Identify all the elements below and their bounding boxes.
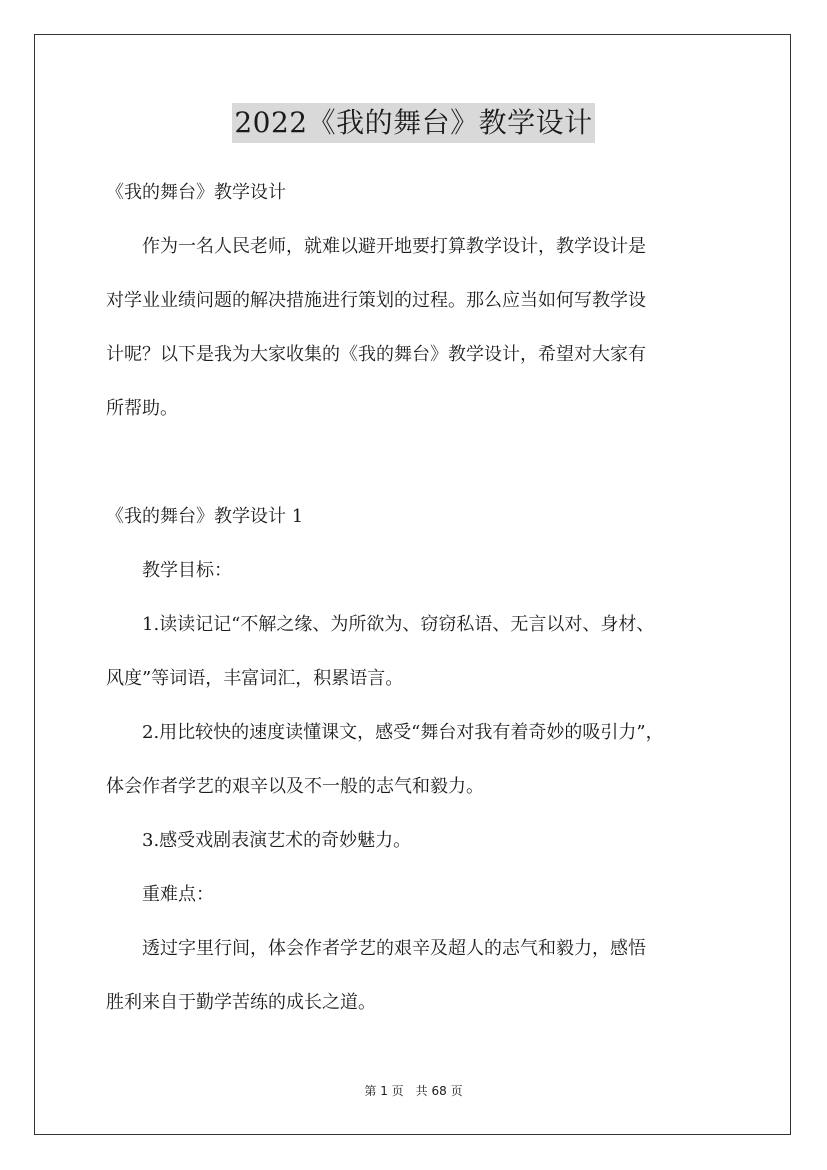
section-heading: 《我的舞台》教学设计 1 (106, 506, 304, 527)
paragraph-line: 教学目标： (142, 560, 232, 581)
paragraph-line: 重难点： (142, 884, 214, 905)
paragraph-line: 对学业业绩问题的解决措施进行策划的过程。那么应当如何写教学设 (106, 290, 646, 311)
paragraph-line: 3.感受戏剧表演艺术的奇妙魅力。 (142, 830, 412, 851)
section-heading: 《我的舞台》教学设计 (106, 182, 286, 203)
paragraph-line: 体会作者学艺的艰辛以及不一般的志气和毅力。 (106, 776, 484, 797)
paragraph-line: 计呢？以下是我为大家收集的《我的舞台》教学设计，希望对大家有 (106, 344, 646, 365)
paragraph-line: 胜利来自于勤学苦练的成长之道。 (106, 992, 376, 1013)
paragraph-line: 2.用比较快的速度读懂课文，感受“舞台对我有着奇妙的吸引力”， (142, 722, 664, 743)
paragraph-line: 透过字里行间，体会作者学艺的艰辛及超人的志气和毅力，感悟 (142, 938, 646, 959)
page-number: 第 1 页 共 68 页 (364, 1084, 463, 1098)
title-container (0, 103, 827, 143)
document-title: 2022《我的舞台》教学设计 (232, 103, 594, 143)
paragraph-line: 1.读读记记“不解之缘、为所欲为、窃窃私语、无言以对、身材、 (142, 614, 655, 635)
paragraph-line: 所帮助。 (106, 398, 178, 419)
paragraph-line: 作为一名人民老师，就难以避开地要打算教学设计，教学设计是 (142, 236, 646, 257)
paragraph-line: 风度”等词语，丰富词汇，积累语言。 (106, 668, 404, 689)
